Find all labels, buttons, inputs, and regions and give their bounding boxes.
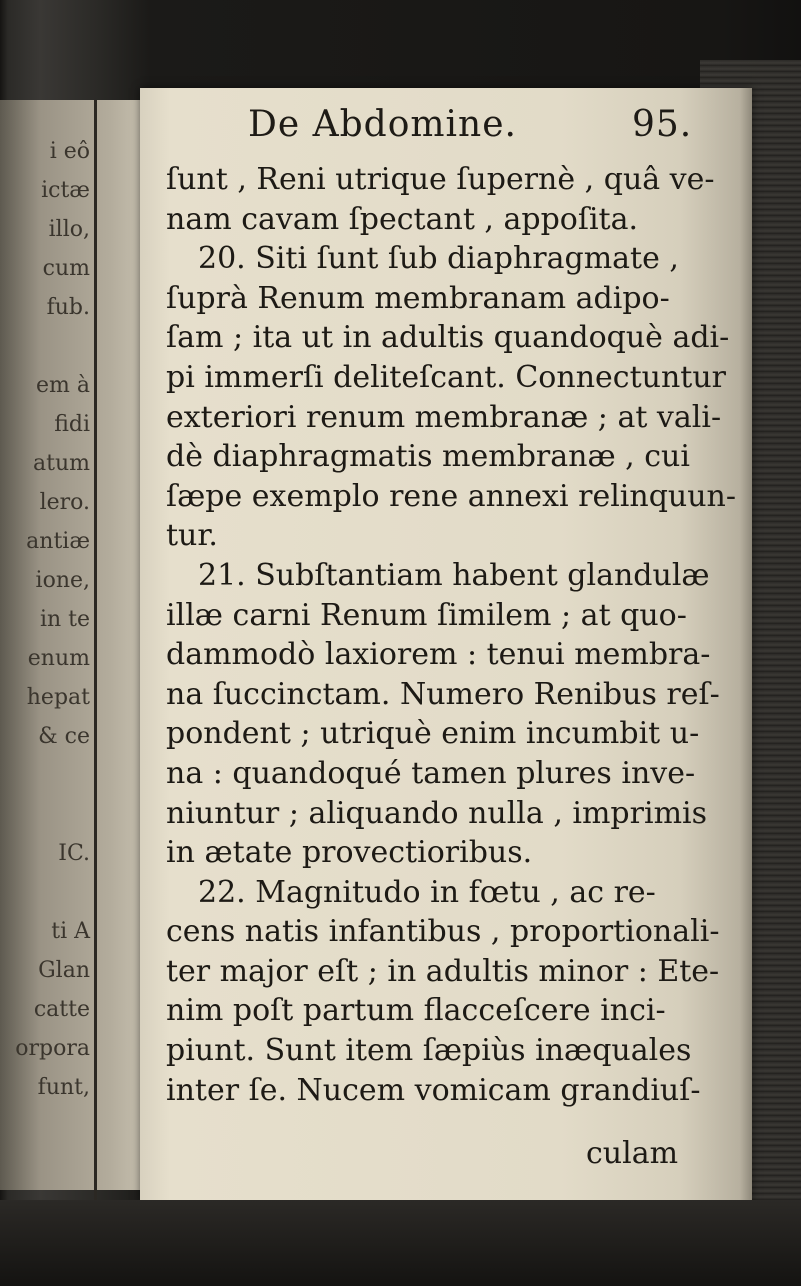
margin-fragment: in te	[39, 607, 90, 632]
margin-fragment	[0, 756, 96, 795]
text-line: ſunt , Reni utrique ſupernè , quâ ve-	[166, 162, 715, 197]
text-line: pondent ; utriquè enim incumbit u-	[166, 716, 700, 752]
catchword: culam	[586, 1136, 679, 1171]
margin-fragment: IC.	[58, 841, 90, 866]
text-line: pi immerſi deliteſcant. Connectuntur	[166, 359, 726, 395]
page-shadow	[0, 1200, 801, 1286]
text-line: nim poſt partum flacceſcere inci-	[166, 993, 666, 1029]
margin-fragment	[0, 327, 96, 366]
margin-fragment: Glan	[38, 958, 90, 983]
margin-fragment: illo,	[48, 217, 90, 242]
text-line: dammodò laxiorem : tenui membra-	[166, 637, 711, 673]
text-line: niuntur ; aliquando nulla , imprimis	[166, 795, 708, 831]
text-line: exteriori renum membranæ ; at vali-	[166, 399, 722, 435]
margin-fragment: hepat	[26, 685, 90, 710]
margin-fragment: em à	[36, 373, 90, 398]
text-line: 20. Siti ſunt ſub diaphragmate ,	[198, 241, 679, 277]
text-line: inter ſe. Nucem vomicam grandiuſ-	[166, 1072, 701, 1108]
text-line: cens natis infantibus , proportionali-	[166, 914, 720, 950]
text-line: na ſuccinctam. Numero Renibus reſ-	[166, 676, 720, 712]
margin-fragment: funt,	[37, 1075, 90, 1100]
margin-fragment: fub.	[46, 295, 90, 320]
header-title: De Abdomine.	[248, 104, 517, 145]
text-line: ſuprà Renum membranam adipo-	[166, 280, 670, 316]
text-line: ſæpe exemplo rene annexi relinquun-	[166, 478, 737, 514]
margin-fragment	[0, 795, 96, 834]
text-line: in ætate provectioribus.	[166, 835, 533, 871]
text-line: ter major eſt ; in adultis minor : Ete-	[166, 953, 720, 989]
margin-fragment: orpora	[15, 1036, 90, 1061]
margin-fragment: ione,	[35, 568, 90, 593]
margin-fragment: atum	[33, 451, 90, 476]
margin-fragment: enum	[27, 646, 90, 671]
text-line: nam cavam ſpectant , appoſita.	[166, 201, 639, 237]
text-line: illæ carni Renum ſimilem ; at quo-	[166, 597, 687, 633]
text-line: ſam ; ita ut in adultis quandoquè adi-	[166, 320, 730, 356]
margin-fragment: ti A	[51, 919, 90, 944]
margin-fragment: i eô	[49, 139, 90, 164]
margin-fragment: catte	[33, 997, 90, 1022]
margin-fragment: lero.	[39, 490, 90, 515]
margin-fragment: cum	[42, 256, 90, 281]
text-line: 22. Magnitudo in fœtu , ac re-	[198, 874, 656, 910]
body-text	[166, 160, 737, 1110]
text-line: 21. Subſtantiam habent glandulæ	[198, 557, 710, 593]
text-line: piunt. Sunt item ſæpiùs inæquales	[166, 1033, 692, 1069]
page-number: 95.	[632, 104, 693, 145]
margin-fragment: antiæ	[26, 529, 90, 554]
text-line: tur.	[166, 518, 218, 554]
margin-fragment: ictæ	[41, 178, 90, 203]
running-header	[248, 104, 693, 152]
margin-fragment: fidi	[54, 412, 90, 437]
text-line: na : quandoqué tamen plures inve-	[166, 755, 696, 791]
margin-fragment	[0, 873, 96, 912]
text-line: dè diaphragmatis membranæ , cui	[166, 439, 690, 475]
facing-page-fragments	[0, 132, 96, 1107]
margin-fragment: & ce	[38, 724, 90, 749]
